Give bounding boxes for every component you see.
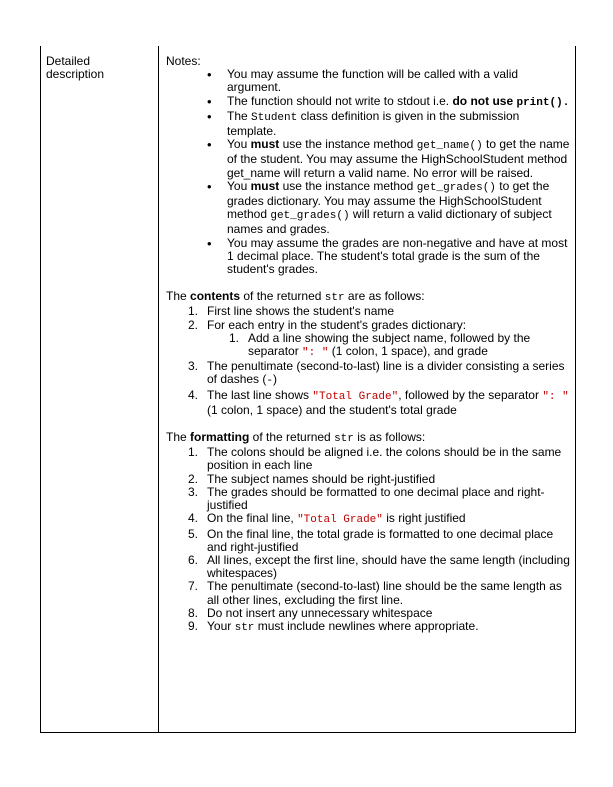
list-item: 3. The penultimate (second-to-last) line is a divider consisting a series of dashes (-) — [188, 359, 565, 388]
contents-list — [166, 305, 571, 331]
formatting-intro: The formatting of the returned str is as follows: — [166, 430, 426, 446]
list-item: 2. The subject names should be right-justified — [188, 471, 436, 486]
note-item: • The function should not write to stdout i.e. do not use print(). — [166, 95, 571, 110]
list-item: 3. The grades should be formatted to one decimal place and right-justified — [188, 484, 545, 513]
row-label: Detailed description — [46, 54, 105, 82]
list-item: 1. Add a line showing the subject name, followed by the separator ": " (1 colon, 1 space), and grade — [229, 330, 531, 360]
list-item: 9. Your str must include newlines where appropriate. — [188, 618, 479, 634]
list-item: 4. On the final line, "Total Grade" is right justified — [188, 511, 466, 527]
list-item: 7. The penultimate (second-to-last) line should be the same length as all other lines, excluding the first line. — [188, 579, 562, 607]
note-item: • You may assume the grades are non-negative and have at most 1 decimal place. The student's total grade is the sum of the student's grades. — [166, 237, 571, 277]
note-item: • The Student class definition is given in the submission template. — [166, 110, 571, 138]
contents-intro: The contents of the returned str are as follows: — [166, 289, 425, 305]
note-item: • You must use the instance method get_grades() to get the grades dictionary. You may assume the HighSchoolStudent method get_grades() will return a valid dictionary of subject names and grades. — [166, 180, 571, 237]
list-item: 5. On the final line, the total grade is formatted to one decimal place and right-justified — [188, 526, 554, 554]
list-item: 4. The last line shows "Total Grade", followed by the separator ": " (1 colon, 1 space) and the student's total grade — [188, 387, 569, 417]
note-item: • You must use the instance method get_name() to get the name of the student. You may assume the HighSchoolStudent method get_name will return a valid name. No error will be raised. — [166, 138, 571, 180]
list-item: 2. For each entry in the student's grades dictionary: — [188, 317, 467, 332]
notes-list — [166, 68, 571, 276]
list-item: 6. All lines, except the first line, should have the same length (including whitespaces) — [188, 552, 570, 581]
note-item: • You may assume the function will be called with a valid argument. — [166, 68, 571, 94]
contents-list-cont — [166, 360, 571, 417]
contents-sublist — [166, 332, 571, 360]
list-item: 8. Do not insert any unnecessary whitespace — [188, 605, 433, 620]
formatting-list — [166, 446, 571, 635]
column-divider — [158, 46, 159, 732]
spec-table — [40, 46, 576, 733]
list-item: 1. The colons should be aligned i.e. the colons should be in the same position in each line — [188, 445, 562, 473]
row-content — [166, 55, 571, 635]
list-item: 1. First line shows the student's name — [188, 304, 395, 319]
notes-title: Notes: — [166, 54, 201, 68]
